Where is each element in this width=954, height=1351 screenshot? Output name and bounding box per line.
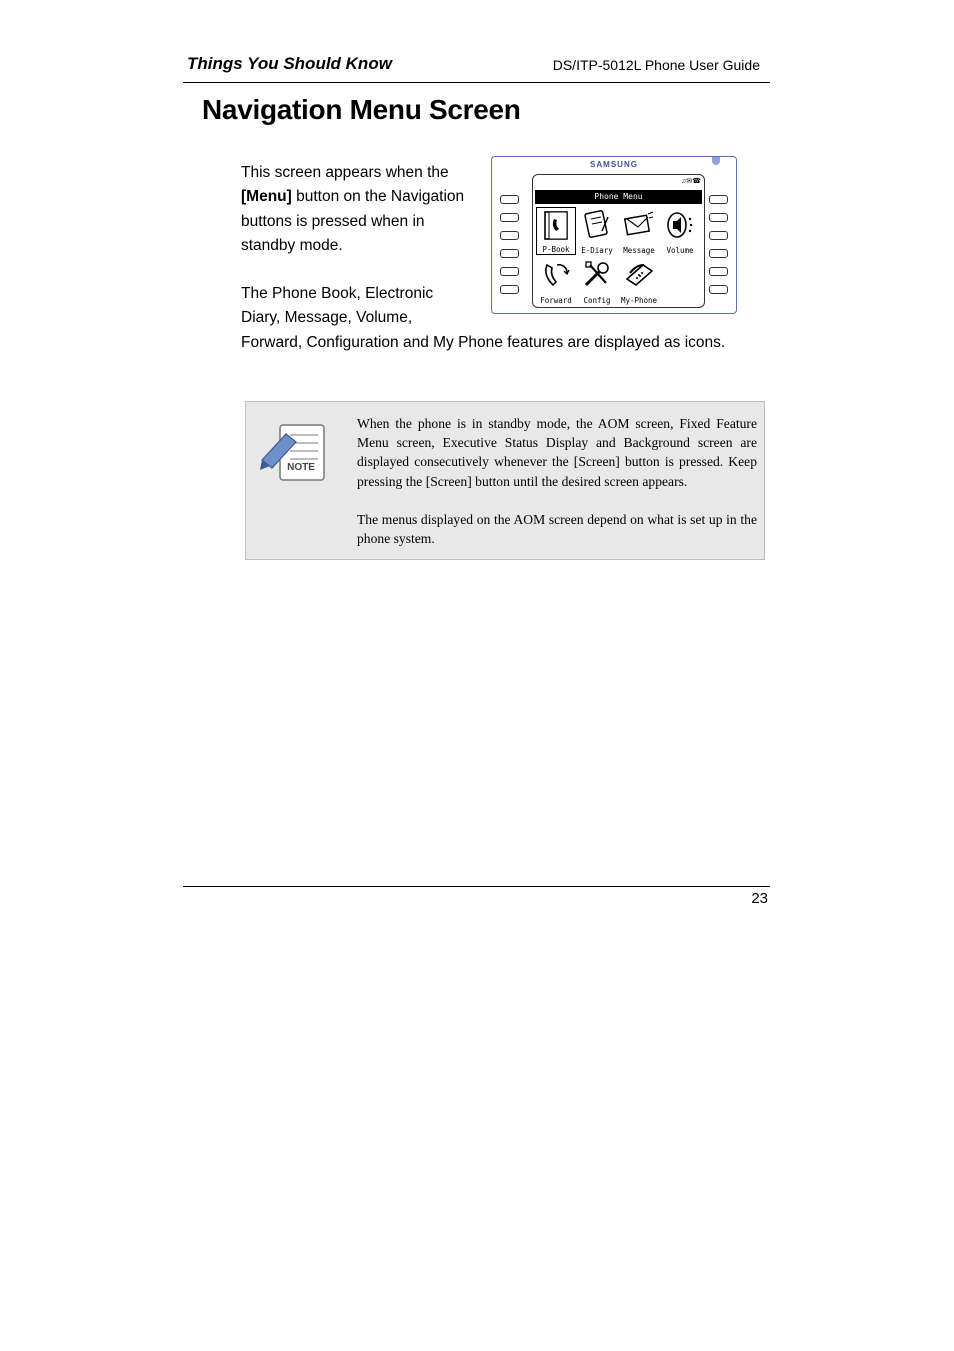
- phone-book-icon: [542, 210, 572, 242]
- right-soft-button-4: [709, 249, 728, 258]
- note-icon: [258, 422, 328, 484]
- right-soft-button-6: [709, 285, 728, 294]
- my-phone-icon: [624, 259, 654, 291]
- config-icon: [582, 259, 612, 291]
- left-soft-button-2: [500, 213, 519, 222]
- menu-item-p-book: P-Book: [536, 207, 576, 255]
- note-icon-label: NOTE: [287, 462, 315, 473]
- message-icon: [624, 209, 654, 241]
- menu-item-my-phone: My-Phone: [619, 257, 659, 305]
- right-soft-button-5: [709, 267, 728, 276]
- menu-item-e-diary: E-Diary: [577, 207, 617, 255]
- phone-display-illustration: [491, 156, 737, 314]
- left-soft-button-5: [500, 267, 519, 276]
- left-soft-button-3: [500, 231, 519, 240]
- footer-rule: [183, 886, 770, 887]
- header-rule: [183, 82, 770, 83]
- led-indicator: [712, 157, 720, 165]
- menu-key-label: [Menu]: [241, 188, 292, 206]
- header-guide-title: DS/ITP-5012L Phone User Guide: [552, 57, 760, 73]
- note-paragraph-1: When the phone is in standby mode, the AOM screen, Fixed Feature Menu screen, Executive Status Display and Background screen are displayed consecutively whenever the [Screen] button is pressed. Keep pressing the [Screen] button until the desired screen appears.: [357, 416, 757, 489]
- lcd-screen: [532, 174, 705, 308]
- samsung-logo: SAMSUNG: [590, 160, 638, 169]
- forward-icon: [541, 259, 571, 291]
- page-title: Navigation Menu Screen: [202, 94, 521, 125]
- menu-item-message: Message: [619, 207, 659, 255]
- note-paragraph-2: The menus displayed on the AOM screen depend on what is set up in the phone system.: [357, 511, 757, 547]
- volume-icon: [665, 209, 695, 241]
- menu-item-forward: Forward: [536, 257, 576, 305]
- features-paragraph: The Phone Book, Electronic Diary, Message, Volume, Forward, Configuration and My Phone features are displayed as icons.: [241, 285, 726, 351]
- menu-title-bar: Phone Menu: [535, 190, 702, 204]
- note-box: [245, 401, 765, 560]
- status-icons: ♫✉☎: [681, 178, 701, 185]
- right-soft-button-3: [709, 231, 728, 240]
- menu-item-volume: Volume: [660, 207, 700, 255]
- right-soft-button-1: [709, 195, 728, 204]
- note-text: [357, 414, 757, 567]
- header-section-title: Things You Should Know: [187, 54, 392, 73]
- left-soft-button-1: [500, 195, 519, 204]
- right-soft-button-2: [709, 213, 728, 222]
- left-soft-button-6: [500, 285, 519, 294]
- diary-icon: [582, 209, 612, 241]
- left-soft-button-4: [500, 249, 519, 258]
- page-number: 23: [751, 890, 768, 907]
- intro-paragraph: This screen appears when the [Menu] button on the Navigation buttons is pressed when in standby mode.: [241, 164, 465, 254]
- menu-item-config: Config: [577, 257, 617, 305]
